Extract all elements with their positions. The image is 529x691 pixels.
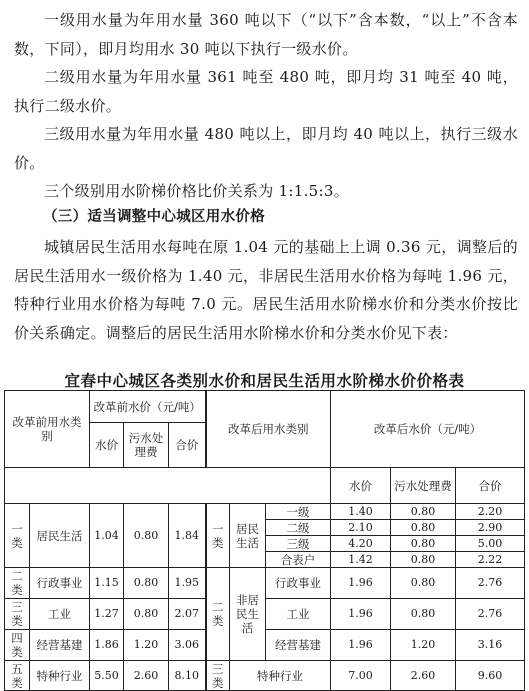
after-total: 2.90 bbox=[456, 520, 525, 536]
after-total: 2.20 bbox=[456, 504, 525, 520]
after-type: 居民生活 bbox=[230, 504, 266, 568]
after-sewage-fee: 0.80 bbox=[391, 599, 456, 630]
after-sewage-fee: 0.80 bbox=[391, 504, 456, 520]
before-sewage-fee: 0.80 bbox=[124, 504, 169, 568]
before-sewage-fee: 2.60 bbox=[124, 661, 169, 691]
header-before-sewage-fee: 污水处理费 bbox=[124, 423, 169, 468]
header-before-category: 改革前用水类别 bbox=[5, 391, 90, 468]
paragraph-tier-three: 三级用水量为年用水量 480 吨以上，即月均 40 吨以上，执行三级水价。 bbox=[14, 125, 518, 172]
before-sewage-fee: 1.20 bbox=[124, 630, 169, 661]
before-class: 五类 bbox=[5, 661, 30, 691]
after-sewage-fee: 0.80 bbox=[391, 520, 456, 536]
after-water-price: 1.42 bbox=[331, 552, 391, 568]
header-after-price-group: 改革后水价（元/吨） bbox=[331, 391, 525, 468]
before-type: 行政事业 bbox=[30, 568, 90, 599]
after-total: 2.76 bbox=[456, 568, 525, 599]
before-total: 3.06 bbox=[169, 630, 206, 661]
before-water-price: 1.15 bbox=[90, 568, 124, 599]
header-after-sewage-fee: 污水处理费 bbox=[391, 468, 456, 504]
section-heading: （三）适当调整中心城区用水价格 bbox=[43, 209, 265, 225]
before-type: 居民生活 bbox=[30, 504, 90, 568]
before-class: 三类 bbox=[5, 599, 30, 630]
paragraph-price-adjustment: 城镇居民生活用水每吨在原 1.04 元的基础上上调 0.36 元，调整后的居民生活用水一级价格为 1.40 元，非居民生活用水价格为每吨 1.96 元，特种行业用水价格为每吨 7.0 元。居民生活用水阶梯水价和分类水价按比价关系确定。调整后的居民生活用水阶梯水价和分类水价见下表： bbox=[14, 238, 518, 342]
header-after-water-price: 水价 bbox=[331, 468, 391, 504]
before-type: 工业 bbox=[30, 599, 90, 630]
before-water-price: 1.86 bbox=[90, 630, 124, 661]
before-class: 一类 bbox=[5, 504, 30, 568]
before-total: 1.84 bbox=[169, 504, 206, 568]
header-before-total: 合价 bbox=[169, 423, 206, 468]
after-class: 二类 bbox=[206, 568, 230, 661]
after-type: 非居民生活 bbox=[230, 568, 266, 661]
header-after-total: 合价 bbox=[456, 468, 525, 504]
before-type: 特种行业 bbox=[30, 661, 90, 691]
after-subtype: 工业 bbox=[266, 599, 331, 630]
paragraph-tier-ratio: 三个级别用水阶梯价格比价关系为 1:1.5:3。 bbox=[44, 182, 350, 200]
after-subtype: 三级 bbox=[266, 536, 331, 552]
after-water-price: 1.96 bbox=[331, 568, 391, 599]
header-spacer bbox=[5, 468, 331, 504]
after-total: 5.00 bbox=[456, 536, 525, 552]
paragraph-tier-one: 一级用水量为年用水量 360 吨以下（“以下”含本数，“以上”不含本数，下同），即月均用水 30 吨以下执行一级水价。 bbox=[14, 11, 518, 58]
before-total: 8.10 bbox=[169, 661, 206, 691]
after-subtype: 经营基建 bbox=[266, 630, 331, 661]
before-class: 二类 bbox=[5, 568, 30, 599]
before-total: 1.95 bbox=[169, 568, 206, 599]
after-type: 特种行业 bbox=[230, 661, 331, 691]
before-sewage-fee: 0.80 bbox=[124, 599, 169, 630]
after-class: 一类 bbox=[206, 504, 230, 568]
after-subtype: 一级 bbox=[266, 504, 331, 520]
after-sewage-fee: 1.20 bbox=[391, 630, 456, 661]
before-water-price: 5.50 bbox=[90, 661, 124, 691]
after-water-price: 1.96 bbox=[331, 630, 391, 661]
after-subtype: 二级 bbox=[266, 520, 331, 536]
before-sewage-fee: 0.80 bbox=[124, 568, 169, 599]
header-before-water-price: 水价 bbox=[90, 423, 124, 468]
water-price-table bbox=[4, 390, 525, 691]
after-water-price: 1.40 bbox=[331, 504, 391, 520]
after-subtype: 行政事业 bbox=[266, 568, 331, 599]
after-total: 2.22 bbox=[456, 552, 525, 568]
before-total: 2.07 bbox=[169, 599, 206, 630]
header-before-price-group: 改革前水价（元/吨） bbox=[90, 391, 206, 423]
after-water-price: 7.00 bbox=[331, 661, 391, 691]
before-water-price: 1.27 bbox=[90, 599, 124, 630]
after-subtype: 合表户 bbox=[266, 552, 331, 568]
after-water-price: 4.20 bbox=[331, 536, 391, 552]
after-total: 3.16 bbox=[456, 630, 525, 661]
before-water-price: 1.04 bbox=[90, 504, 124, 568]
table-caption: 宜春中心城区各类别水价和居民生活用水阶梯水价价格表 bbox=[64, 372, 465, 390]
after-water-price: 2.10 bbox=[331, 520, 391, 536]
after-class: 三类 bbox=[206, 661, 230, 691]
paragraph-tier-two: 二级用水量为年用水量 361 吨至 480 吨，即月均 31 吨至 40 吨，执行二级水价。 bbox=[14, 68, 518, 115]
after-water-price: 1.96 bbox=[331, 599, 391, 630]
after-sewage-fee: 2.60 bbox=[391, 661, 456, 691]
after-total: 2.76 bbox=[456, 599, 525, 630]
after-sewage-fee: 0.80 bbox=[391, 536, 456, 552]
before-class: 四类 bbox=[5, 630, 30, 661]
after-sewage-fee: 0.80 bbox=[391, 568, 456, 599]
after-total: 9.60 bbox=[456, 661, 525, 691]
header-after-category: 改革后用水类别 bbox=[206, 391, 331, 468]
after-sewage-fee: 0.80 bbox=[391, 552, 456, 568]
before-type: 经营基建 bbox=[30, 630, 90, 661]
